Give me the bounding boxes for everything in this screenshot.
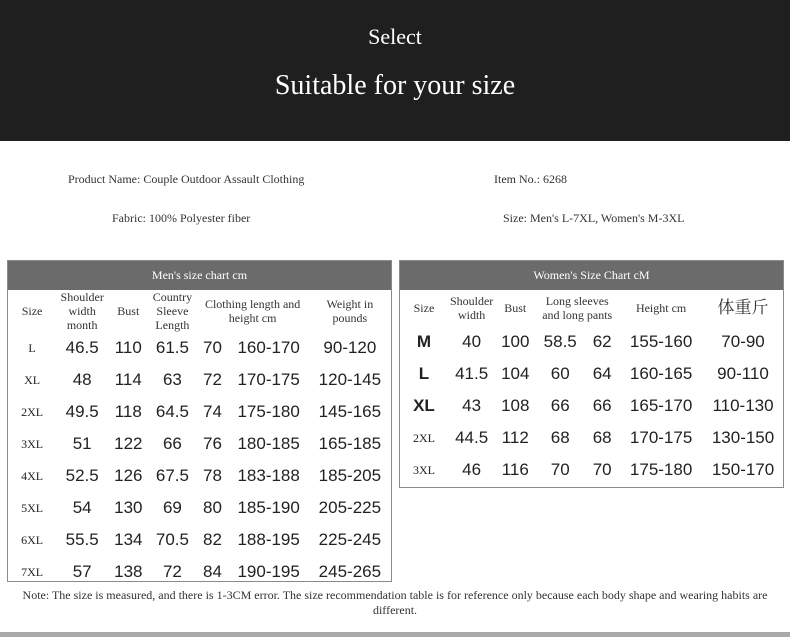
mens-table-cell: 205-225 (318, 498, 382, 517)
mens-table-cell: 66 (162, 434, 182, 453)
mens-table-cell: 74 (203, 402, 222, 421)
womens-table-cell: 66 (592, 396, 612, 415)
womens-table-row (400, 326, 783, 358)
mens-table-body (8, 332, 391, 588)
item-number: Item No.: 6268 (494, 172, 567, 186)
size-range-info: Size: Men's L-7XL, Women's M-3XL (503, 211, 685, 225)
womens-table-row (400, 390, 783, 422)
mens-table-row (8, 364, 391, 396)
mens-table-cell: 225-245 (318, 530, 382, 549)
mens-table-cell: 122 (114, 434, 143, 453)
mens-size-cell: 4XL (21, 468, 44, 483)
womens-table-cell: 90-110 (717, 364, 769, 383)
mens-table-cell: 72 (162, 562, 182, 581)
womens-table-cell: 46 (462, 460, 482, 479)
mens-header-row (8, 290, 391, 332)
womens-table-cell: 44.5 (455, 428, 489, 447)
mens-table-row (8, 396, 391, 428)
womens-table-cell: 104 (501, 364, 530, 383)
mens-size-cell: L (28, 340, 36, 355)
mens-table-row (8, 332, 391, 364)
mens-header-sleeve: Country Sleeve Length (152, 290, 193, 332)
womens-table-row (400, 422, 783, 454)
mens-size-cell: 7XL (21, 564, 44, 579)
womens-header-height: Height cm (635, 301, 687, 315)
womens-table-cell: 170-175 (629, 428, 693, 447)
mens-chart-title: Men's size chart cm (8, 261, 391, 290)
womens-table-cell: 43 (462, 396, 482, 415)
product-name: Product Name: Couple Outdoor Assault Clothing (68, 172, 305, 186)
womens-table-cell: 68 (550, 428, 570, 447)
mens-table-cell: 55.5 (65, 530, 99, 549)
fabric-info: Fabric: 100% Polyester fiber (112, 211, 251, 225)
womens-header-sleeves-pants: Long sleeves and long pants (542, 294, 613, 322)
womens-table-cell: 66 (550, 396, 570, 415)
mens-size-chart (7, 260, 392, 582)
mens-table (8, 290, 391, 588)
womens-header-bust: Bust (504, 301, 527, 315)
mens-header-shoulder: Shoulder width month (60, 290, 104, 332)
mens-table-cell: 57 (72, 562, 92, 581)
mens-table-cell: 118 (114, 402, 142, 421)
mens-table-cell: 190-195 (237, 562, 300, 581)
womens-size-cell: M (416, 332, 432, 351)
mens-table-cell: 180-185 (237, 434, 300, 453)
mens-table-row (8, 524, 391, 556)
womens-size-chart (399, 260, 784, 488)
mens-table-cell: 130 (114, 498, 143, 517)
womens-table-cell: 70 (592, 460, 612, 479)
womens-size-cell: 2XL (412, 430, 435, 445)
womens-table-cell: 110-130 (712, 396, 774, 415)
mens-table-cell: 160-170 (237, 338, 300, 357)
womens-table (400, 290, 783, 486)
mens-table-cell: 188-195 (237, 530, 300, 549)
mens-table-cell: 49.5 (65, 402, 99, 421)
mens-table-cell: 138 (114, 562, 143, 581)
mens-header-bust: Bust (117, 304, 140, 318)
mens-table-cell: 126 (114, 466, 143, 485)
mens-header-size: Size (21, 304, 43, 318)
womens-table-cell: 155-160 (629, 332, 693, 351)
mens-table-cell: 61.5 (155, 338, 189, 357)
mens-size-cell: XL (24, 372, 41, 387)
header-banner (0, 0, 790, 141)
mens-table-cell: 170-175 (237, 370, 300, 389)
womens-header-weight: 体重斤 (717, 298, 769, 318)
womens-table-cell: 112 (501, 428, 529, 447)
mens-table-cell: 120-145 (318, 370, 382, 389)
mens-table-cell: 165-185 (318, 434, 382, 453)
mens-table-cell: 114 (114, 370, 142, 389)
mens-table-cell: 78 (203, 466, 222, 485)
womens-table-body (400, 326, 783, 486)
womens-table-cell: 70-90 (721, 332, 765, 351)
mens-table-cell: 110 (114, 338, 142, 357)
mens-table-cell: 46.5 (65, 338, 99, 357)
mens-header-weight: Weight in pounds (326, 297, 374, 325)
mens-table-cell: 51 (72, 434, 92, 453)
womens-table-row (400, 454, 783, 486)
womens-table-cell: 130-150 (711, 428, 775, 447)
womens-size-cell: 3XL (412, 462, 435, 477)
mens-size-cell: 3XL (21, 436, 44, 451)
womens-table-cell: 40 (462, 332, 482, 351)
mens-table-row (8, 460, 391, 492)
womens-table-cell: 58.5 (543, 332, 577, 351)
mens-table-row (8, 492, 391, 524)
mens-table-cell: 90-120 (323, 338, 377, 357)
womens-header-size: Size (413, 301, 435, 315)
womens-table-cell: 116 (501, 460, 529, 479)
mens-table-cell: 64.5 (155, 402, 189, 421)
mens-table-cell: 84 (203, 562, 222, 581)
mens-table-cell: 80 (203, 498, 222, 517)
mens-table-cell: 175-180 (237, 402, 300, 421)
womens-table-cell: 108 (501, 396, 530, 415)
banner-subtitle: Suitable for your size (274, 70, 516, 101)
womens-size-cell: L (418, 364, 430, 383)
mens-table-row (8, 556, 391, 588)
womens-table-cell: 165-170 (629, 396, 693, 415)
mens-size-cell: 2XL (21, 404, 44, 419)
mens-table-cell: 245-265 (318, 562, 382, 581)
womens-table-cell: 160-165 (629, 364, 693, 383)
womens-table-cell: 62 (592, 332, 612, 351)
mens-table-cell: 145-165 (318, 402, 382, 421)
womens-table-cell: 175-180 (629, 460, 693, 479)
mens-table-cell: 185-205 (318, 466, 382, 485)
womens-header-row (400, 290, 783, 326)
womens-chart-title: Women's Size Chart cM (400, 261, 783, 290)
womens-table-cell: 41.5 (455, 364, 489, 383)
mens-table-cell: 185-190 (237, 498, 300, 517)
mens-table-cell: 67.5 (155, 466, 189, 485)
mens-table-cell: 63 (162, 370, 182, 389)
womens-header-shoulder: Shoulder width (449, 294, 494, 322)
mens-table-cell: 52.5 (65, 466, 99, 485)
size-note: Note: The size is measured, and there is 1-3CM error. The size recommendation table is for reference only because each body shape and wearing habits are different. (22, 588, 768, 617)
mens-table-row (8, 428, 391, 460)
mens-table-cell: 70.5 (155, 530, 189, 549)
mens-table-cell: 72 (203, 370, 222, 389)
mens-table-cell: 134 (114, 530, 143, 549)
womens-size-cell: XL (413, 396, 435, 415)
mens-table-cell: 82 (203, 530, 222, 549)
mens-table-cell: 54 (72, 498, 92, 517)
womens-table-cell: 70 (550, 460, 570, 479)
womens-table-cell: 100 (501, 332, 530, 351)
mens-table-cell: 69 (162, 498, 182, 517)
mens-table-cell: 70 (203, 338, 222, 357)
mens-table-cell: 48 (72, 370, 92, 389)
womens-table-cell: 68 (592, 428, 612, 447)
bottom-divider (0, 632, 790, 637)
mens-table-cell: 76 (203, 434, 222, 453)
womens-table-cell: 64 (592, 364, 612, 383)
womens-table-cell: 150-170 (711, 460, 775, 479)
banner-select-text: Select (368, 24, 422, 49)
mens-size-cell: 5XL (21, 500, 44, 515)
mens-size-cell: 6XL (21, 532, 44, 547)
womens-table-cell: 60 (550, 364, 570, 383)
mens-table-cell: 183-188 (237, 466, 300, 485)
mens-header-length-height: Clothing length and height cm (204, 297, 301, 325)
womens-table-row (400, 358, 783, 390)
